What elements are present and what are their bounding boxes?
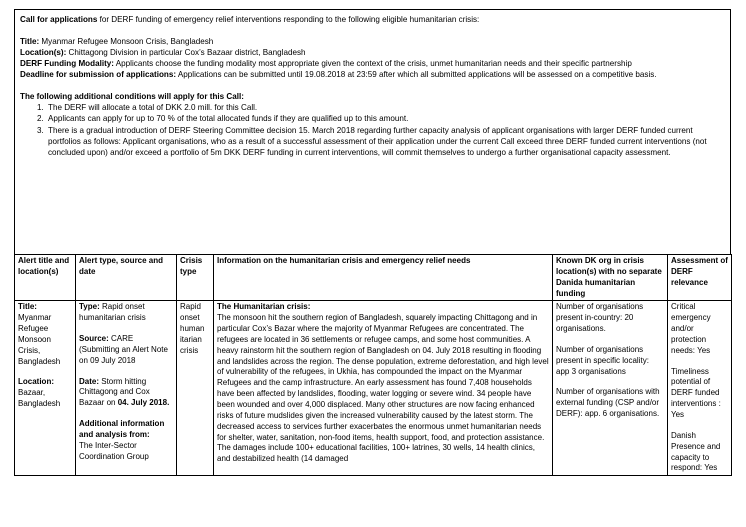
header-assessment: Assessment of DERF relevance xyxy=(668,255,732,301)
call-location-line xyxy=(20,47,725,58)
additional-info-value: The Inter-Sector Coordination Group xyxy=(79,440,149,461)
alert-location-value: Bazaar, Bangladesh xyxy=(18,388,61,409)
call-location-label: Location(s): xyxy=(20,47,67,57)
cell-alert-type xyxy=(76,301,177,476)
info-heading: The Humanitarian crisis: xyxy=(217,302,311,312)
call-title-value: Myanmar Refugee Monsoon Crisis, Bangladesh xyxy=(39,36,214,46)
alert-date-label: Date: xyxy=(79,376,100,386)
alert-type-value: Rapid onset humanitarian crisis xyxy=(79,302,146,323)
header-alert-title: Alert title and location(s) xyxy=(15,255,76,301)
assessment-p1: Critical emergency and/or protection needs: Yes xyxy=(671,302,711,355)
call-modality-line xyxy=(20,58,725,69)
call-intro-bold: Call for applications xyxy=(20,15,98,24)
condition-item: 2. Applicants can apply for up to 70 % of the total allocated funds if they are qualified up to this amount. xyxy=(46,113,725,124)
alert-date-value: Storm hitting Chittagong and Cox Bazaar on xyxy=(79,376,150,408)
alert-source-block xyxy=(79,334,173,367)
alert-type-block xyxy=(79,302,173,324)
alert-source-label: Source: xyxy=(79,334,109,344)
alert-source-value: CARE (Submitting an Alert Note on 09 July 2018 xyxy=(79,334,168,365)
call-deadline-value: Applications can be submitted until 19.08.2018 at 23:59 after which all submitted applications will be assessed on a competitive basis. xyxy=(176,70,657,80)
call-modality-label: DERF Funding Modality: xyxy=(20,59,114,69)
cell-assessment xyxy=(668,301,732,476)
alert-date-bold: 04. July 2018. xyxy=(117,398,170,408)
page xyxy=(14,9,731,476)
conditions-heading-text: The following additional conditions will apply for this Call: xyxy=(20,92,244,102)
alert-type-label: Type: xyxy=(79,302,100,312)
table-header-row xyxy=(15,255,732,301)
conditions-heading xyxy=(20,91,725,102)
call-box xyxy=(14,9,731,255)
call-modality-value: Applicants choose the funding modality most appropriate given the context of the crisis, unmet humanitarian needs and their specific partnership xyxy=(113,59,632,69)
cell-information xyxy=(214,301,553,476)
condition-item: 3. There is a gradual introduction of DERF Steering Committee decision 15. March 2018 regarding further capacity analysis of applicant organisations with larger DERF funded current portfolios as follows: Applicant organisations, who as a result of a successful assessment of their application under the current Call exceed three DERF funded current interventions (not concluded upon) and/or exceed a portfolio of 5m DKK DERF funding in current interventions, will commit themselves to undergo a further organisational capacity assessment. xyxy=(46,125,725,159)
call-deadline-label: Deadline for submission of applications: xyxy=(20,70,177,80)
header-known-dk-org: Known DK org in crisis location(s) with no separate Danida humanitarian funding xyxy=(553,255,668,301)
call-title-line xyxy=(20,36,725,47)
assessment-p3: Danish Presence and capacity to respond: Yes xyxy=(671,430,721,473)
alert-title-label: Title: xyxy=(18,302,37,312)
dk-org-p1: Number of organisations present in-country: 20 organisations. xyxy=(556,302,644,334)
call-location-value: Chittagong Division in particular Cox’s Bazaar district, Bangladesh xyxy=(66,47,306,57)
header-information: Information on the humanitarian crisis and emergency relief needs xyxy=(214,255,553,301)
cell-alert-title xyxy=(15,301,76,476)
alert-location-label: Location: xyxy=(18,377,54,387)
call-deadline-line xyxy=(20,69,725,80)
table-row xyxy=(15,301,732,476)
dk-org-p2: Number of organisations present in specific locality: app 3 organisations xyxy=(556,344,649,376)
conditions-list xyxy=(20,102,725,158)
info-text: The monsoon hit the southern region of Bangladesh, squarely impacting Chittagong and in particular Cox’s Bazar where the majority of Myanmar Refugees are concentrated. The refugees are located in 36 settlements or refugee camps, and some host communities. A heavy rainstorm hit the southern region of Bangladesh on 04. July 2018 resulting in flooding and landslides across the region. The dense population, extreme deforestation, and high level of vulnerability of the refugees, in Ukhia, has compounded the impact on the Myanmar Refugees and the camp infrastructure. An early assessment has found 7,408 households have been affected by landslides, flooding, water logging or severe wind. 34 people have been wounded and over 4,000 displaced. Many other structures are now facing enhanced risks of future mudslides given the increased vulnerability caused by the latest storm. The decreased access to services further exacerbates the enormous unmet humanitarian needs for shelter, water, sanitation, non-food items, health support, food, and protection assistance. The damages include 100+ educational facilities, 100+ latrines, 30 wells, 14 health clinics, and destabilized health (14 damaged xyxy=(217,313,549,464)
alert-title-value: Myanmar Refugee Monsoon Crisis, Bangladesh xyxy=(18,313,61,366)
assessment-p2: Timeliness potential of DERF funded interventions : Yes xyxy=(671,366,721,419)
call-intro-text: for DERF funding of emergency relief interventions responding to the following eligible humanitarian crisis: xyxy=(97,15,480,24)
cell-crisis-type: Rapid onset human itarian crisis xyxy=(177,301,214,476)
header-alert-type: Alert type, source and date xyxy=(76,255,177,301)
cell-known-dk-org xyxy=(553,301,668,476)
call-title-label: Title: xyxy=(20,36,40,46)
alert-table xyxy=(14,254,732,476)
dk-org-p3: Number of organisations with external funding (CSP and/or DERF): app. 6 organisations. xyxy=(556,387,660,419)
condition-item: 1. The DERF will allocate a total of DKK 2.0 mill. for this Call. xyxy=(46,102,725,113)
additional-info-label: Additional information and analysis from: xyxy=(79,419,165,439)
header-crisis-type: Crisis type xyxy=(177,255,214,301)
call-intro xyxy=(20,14,725,25)
alert-date-block xyxy=(79,377,173,410)
